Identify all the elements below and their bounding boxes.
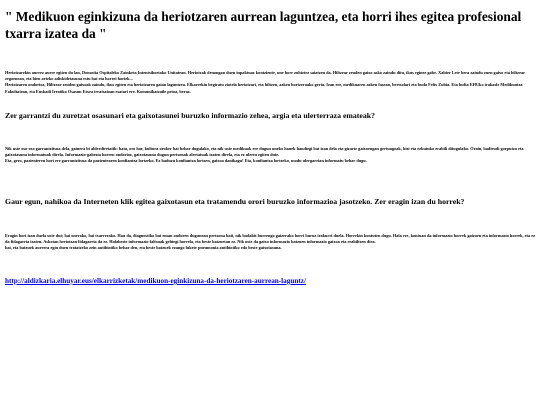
interview-answer-1: Nik uste oso-oso garrantzitsua dela, gainera bi alderdiretatik: bata, oro har, kultura oroker bat behar dugulako, eta nik uste medikuok ere dugun uneko hauek handiegi bat izan dela eta gizarte gaixoengan gertuagoak, bizi eta ezkutuko erabili ditugulako. Orain, badirudi gorputza eta gaixotasuna informatuak direla. Informazio-gabezia horren ondorioz, gaixotasuna dugun pertsonak alertatuak izaten direla, eta ez ulertu egiten dute. Eta, gero, pazienteren hori ere garrantzitsua da pazientearen konfiantza lortzeko. Ez baduzu konfiantza lortzen, gaixoa danikagu! Eta, konfiantza lortzeko, modu ulergarrian informatu behar dugu. [5,146,524,164]
source-link[interactable]: http://aldizkaria.elhuyar.eus/elkarrizketak/medikuon-eginkizuna-da-heriotzaren-aurrean-laguntz/ [5,277,306,285]
interview-question-2: Gaur egun, nahikoa da Interneten klik egitea gaixotasun eta tratamendu orori buruzko informazioa jasotzeko. Zer eragin izan du horrek? [5,197,465,206]
interview-answer-2: Eragin bori izan duela uste dut; bai onerako, bai txarrerako. Hau da, diagnostiko bat eman ondoren dugunean pertsona bati, nik badakit burrengo gaizerako horri buruz irakurri duela. Horrekin kontuten dugu. Hala ere, kontuan da informazio horrek gaizoen eta informazio horrek, eta ez da fidagarria izaten. Askotan heriotzan fidagarria da ez. Halabeste informazio faltsuak gehiegi horrela, eta beste batzuetan ez. Nik uste da gaixo informazio batzuen informazio gaixoa eta erabiltzen dira. bai, eta batzuek aurrera egin duen tratatzeko zein antibiotiko behar den, eta beste batzuek ezango lukete pneumonia antibiotiko edo beste gaixotasuna. [5,233,536,251]
article-title: " Medikuon eginkizuna da heriotzaren aurrean laguntzea, eta horri ihes egitea profesional txarra izatea da " [5,9,522,41]
interview-question-1: Zer garrantzi du zuretzat osasunari eta gaixotasunei buruzko informazio zehea, argia eta ulerterraza emateak? [5,111,375,120]
article-intro: Heriotzarekin aurrez aurre egiten du lan, Donostia Ospitaleko Zainketa Intentsiboetako Unitatean. Heriotzak denongan duen inpaktuaz kontziente, une horr zubiztez saiatzen da. Hiltzear zeuden gaixo asko zaindu ditu, ikus eginez gabe. Xabier Lete bera zaindu zuen gaixo eta hiltzear zegoenean, eta bien arteko adiskidetasuna estu bat eta horrei horiek... Heriotzaren ondorioz, Hiltzear zeuden gaixoak zaindu, ikus egiten eta heriotzaren gaian laguntzea. Elkarrekin begiratu ziotela heriotzari, eta hiltzen, azken hortzeraako gerta. Izan ere, medikuaren azken fasean, bertsolari eta buda Felix Zubia. Eta bufta EHUko irakasle Medikuntza Fakultatean, eta Euskadi Irratiko Osasun Etxea irratsaioan esatari ere. Komunikatzaile petoa, beraz. [5,70,525,94]
